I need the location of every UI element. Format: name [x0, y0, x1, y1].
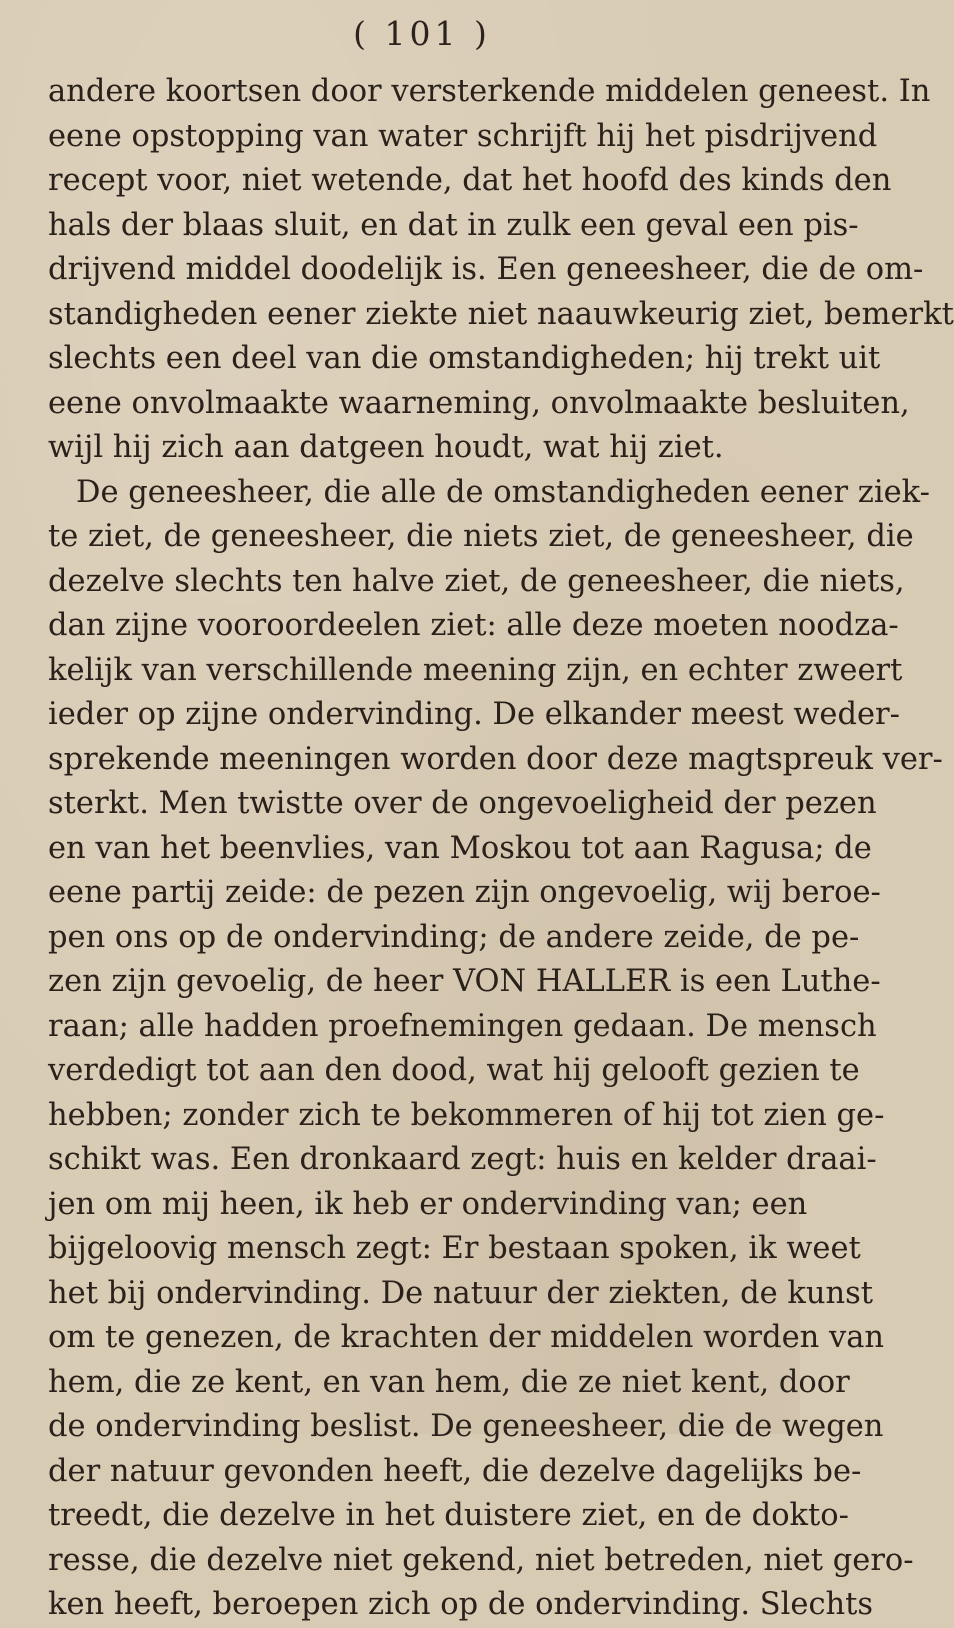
text-line: hebben; zonder zich te bekommeren of hij tot zien ge- [48, 1097, 885, 1133]
text-line: bijgeloovig mensch zegt: Er bestaan spoken, ik weet [48, 1231, 861, 1266]
text-line: ieder op zijne ondervinding. De elkander meest weder- [48, 697, 900, 732]
text-line: hem, die ze kent, en van hem, die ze niet kent, door [48, 1364, 850, 1400]
text-line: hals der blaas sluit, en dat in zulk een geval een pis- [48, 207, 859, 243]
text-line: te ziet, de geneesheer, die niets ziet, de geneesheer, die [48, 519, 914, 554]
text-line: eene partij zeide: de pezen zijn ongevoelig, wij beroe- [48, 875, 881, 910]
text-line: zen zijn gevoelig, de heer VON HALLER is een Luthe- [48, 964, 881, 999]
text-line: standigheden eener ziekte niet naauwkeurig ziet, bemerkt [48, 296, 954, 332]
text-line: raan; alle hadden proefnemingen gedaan. De mensch [48, 1008, 877, 1044]
text-line: schikt was. Een dronkaard zegt: huis en kelder draai- [48, 1142, 877, 1177]
text-line: verdedigt tot aan den dood, wat hij gelooft gezien te [48, 1053, 860, 1088]
text-line: dan zijne vooroordeelen ziet: alle deze moeten noodza- [48, 608, 899, 643]
text-line: wijl hij zich aan datgeen houdt, wat hij ziet. [48, 430, 724, 465]
text-line: der natuur gevonden heeft, die dezelve dagelijks be- [48, 1453, 862, 1489]
text-line: om te genezen, de krachten der middelen worden van [48, 1320, 885, 1355]
text-line: het bij ondervinding. De natuur der ziekten, de kunst [48, 1275, 874, 1311]
text-line: dezelve slechts ten halve ziet, de geneesheer, die niets, [48, 563, 905, 599]
text-line: pen ons op de ondervinding; de andere zeide, de pe- [48, 919, 860, 955]
text-line: kelijk van verschillende meening zijn, en echter zweert [48, 652, 903, 688]
text-line: De geneesheer, die alle de omstandigheden eener ziek- [76, 474, 930, 510]
text-line: de ondervinding beslist. De geneesheer, die de wegen [48, 1409, 884, 1444]
text-line: en van het beenvlies, van Moskou tot aan Ragusa; de [48, 830, 872, 866]
text-line: jen om mij heen, ik heb er ondervinding van; een [48, 1186, 808, 1222]
text-line: eene onvolmaakte waarneming, onvolmaakte besluiten, [48, 385, 910, 421]
text-line: eene opstopping van water schrijft hij het pisdrijvend [48, 118, 878, 154]
page-number: ( 101 ) [353, 14, 491, 53]
text-line: sprekende meeningen worden door deze magtspreuk ver- [48, 741, 943, 777]
text-line: treedt, die dezelve in het duistere ziet, en de dokto- [48, 1498, 849, 1533]
text-line: slechts een deel van die omstandigheden; hij trekt uit [48, 341, 881, 376]
text-line: ken heeft, beroepen zich op de ondervinding. Slechts [48, 1587, 874, 1622]
text-line: andere koortsen door versterkende middelen geneest. In [48, 74, 931, 109]
text-line: sterkt. Men twistte over de ongevoeligheid der pezen [48, 786, 877, 821]
body-text [48, 70, 954, 1628]
text-line: drijvend middel doodelijk is. Een geneesheer, die de om- [48, 252, 924, 287]
text-line: resse, die dezelve niet gekend, niet betreden, niet gero- [48, 1542, 914, 1578]
text-line: recept voor, niet wetende, dat het hoofd des kinds den [48, 163, 892, 198]
